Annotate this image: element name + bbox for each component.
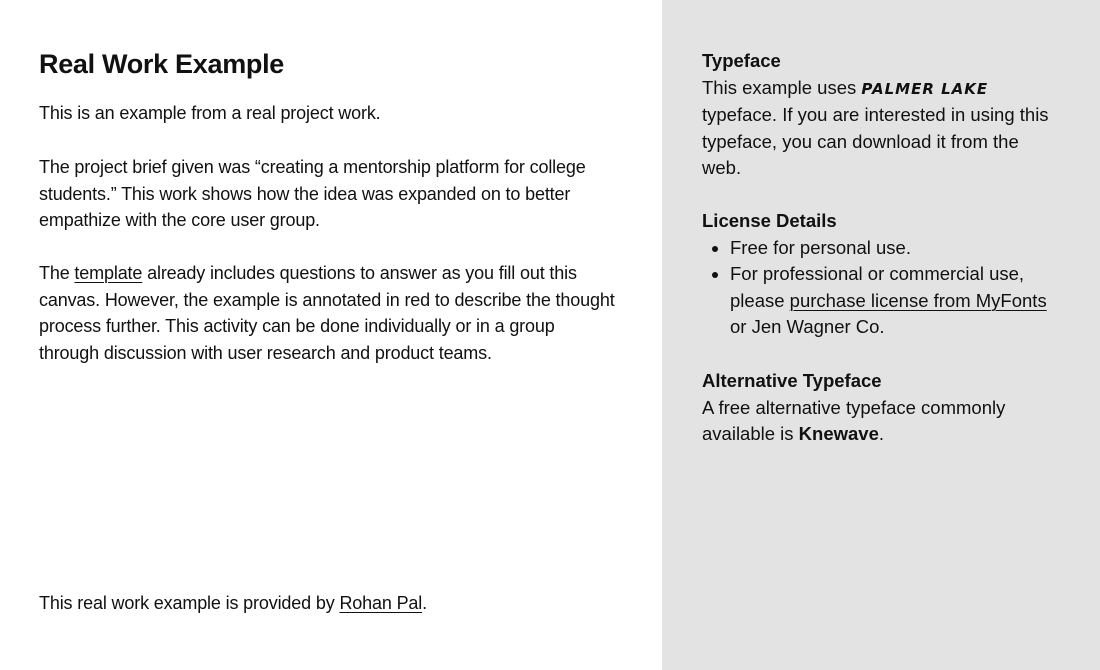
credit-text-after: . <box>422 593 428 613</box>
template-text-before: The <box>39 263 75 283</box>
alternative-text-after: . <box>878 423 885 445</box>
typeface-text-after: typeface. If you are interested in using this typeface, you can download it from the web. <box>702 104 1049 179</box>
typeface-name: PALMER LAKE <box>861 79 989 98</box>
page-title: Real Work Example <box>39 49 285 79</box>
typeface-heading: Typeface <box>702 50 781 71</box>
template-link[interactable]: template <box>74 263 143 283</box>
license-heading: License Details <box>702 210 837 231</box>
template-paragraph <box>39 260 619 366</box>
license-item-commercial <box>730 261 1062 341</box>
license-text-after: or Jen Wagner Co. <box>730 316 885 338</box>
typeface-description <box>702 75 1062 182</box>
license-section <box>702 208 1062 341</box>
alternative-heading: Alternative Typeface <box>702 370 882 391</box>
author-link[interactable]: Rohan Pal <box>339 593 423 613</box>
typeface-section <box>702 48 1062 182</box>
credit-line <box>39 590 427 617</box>
license-text-before: For professional or commercial use, please <box>730 263 1025 311</box>
alternative-typeface-name: Knewave <box>798 423 879 445</box>
alternative-text-before: A free alternative typeface commonly available is <box>702 396 1006 445</box>
purchase-license-link[interactable]: purchase license from MyFonts <box>789 289 1047 311</box>
typeface-text-before: This example uses <box>702 76 862 98</box>
license-item-personal: • Free for personal use. <box>730 235 1062 262</box>
license-list <box>702 235 1062 341</box>
brief-paragraph: The project brief given was “creating a mentorship platform for college students.” This work shows how the idea was expanded on to better empathize with the core user group. <box>39 157 586 231</box>
credit-text-before: This real work example is provided by <box>39 593 340 613</box>
intro-paragraph: This is an example from a real project work. <box>39 103 381 123</box>
template-text-after: already includes questions to answer as you fill out this canvas. However, the example is annotated in red to describe the thought process further. This activity can be done individually or in a group through discussion with user research and product teams. <box>39 263 615 363</box>
alternative-description <box>702 395 1062 448</box>
alternative-section <box>702 368 1062 448</box>
